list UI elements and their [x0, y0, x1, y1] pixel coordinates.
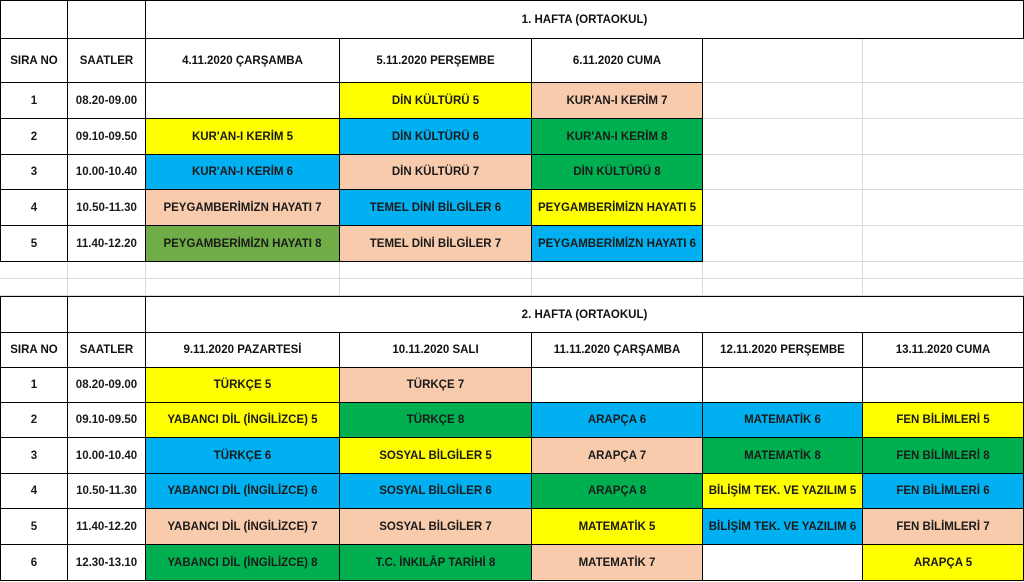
week1-header-day-3[interactable]: 6.11.2020 CUMA — [532, 39, 703, 83]
week2-row-1-day-1[interactable]: TÜRKÇE 5 — [146, 368, 340, 403]
week2-header-saatler[interactable]: SAATLER — [68, 333, 146, 368]
week1-empty-row-cell[interactable] — [703, 279, 863, 296]
week2-row-6-day-5[interactable]: ARAPÇA 5 — [863, 545, 1024, 581]
week1-row-4-no[interactable]: 4 — [0, 190, 68, 226]
week2-row-4-day-4[interactable]: BİLİŞİM TEK. VE YAZILIM 5 — [703, 474, 863, 509]
week2-row-3-day-3[interactable]: ARAPÇA 7 — [532, 438, 703, 474]
week1-title[interactable]: 1. HAFTA (ORTAOKUL) — [146, 0, 1024, 39]
week2-header-sira-no[interactable]: SIRA NO — [0, 333, 68, 368]
week1-row-5-day-1[interactable]: PEYGAMBERİMİZN HAYATI 8 — [146, 226, 340, 262]
week2-row-5-day-3[interactable]: MATEMATİK 5 — [532, 509, 703, 545]
week1-row-4-day-4[interactable] — [703, 190, 863, 226]
week1-empty-row-cell[interactable] — [703, 262, 863, 279]
week2-row-1-day-2[interactable]: TÜRKÇE 7 — [340, 368, 532, 403]
week1-empty-row-cell[interactable] — [340, 262, 532, 279]
week2-row-6-day-1[interactable]: YABANCI DİL (İNGİLİZCE) 8 — [146, 545, 340, 581]
week2-row-5-time[interactable]: 11.40-12.20 — [68, 509, 146, 545]
week2-header-day-4[interactable]: 12.11.2020 PERŞEMBE — [703, 333, 863, 368]
week2-row-2-day-4[interactable]: MATEMATİK 6 — [703, 403, 863, 438]
week2-header-day-1[interactable]: 9.11.2020 PAZARTESİ — [146, 333, 340, 368]
week2-row-3-no[interactable]: 3 — [0, 438, 68, 474]
week1-corner-blank[interactable] — [0, 0, 68, 39]
week1-row-4-day-5[interactable] — [863, 190, 1024, 226]
week2-row-6-day-4[interactable] — [703, 545, 863, 581]
week1-header-empty-4[interactable] — [703, 39, 863, 83]
week2-row-6-no[interactable]: 6 — [0, 545, 68, 581]
week2-header-day-5[interactable]: 13.11.2020 CUMA — [863, 333, 1024, 368]
week1-empty-row-cell[interactable] — [863, 262, 1024, 279]
week2-header-day-2[interactable]: 10.11.2020 SALI — [340, 333, 532, 368]
week1-row-2-day-5[interactable] — [863, 119, 1024, 155]
week2-corner-blank-2[interactable] — [68, 296, 146, 333]
week1-row-5-day-5[interactable] — [863, 226, 1024, 262]
week2-header-day-3[interactable]: 11.11.2020 ÇARŞAMBA — [532, 333, 703, 368]
week2-row-3-day-5[interactable]: FEN BİLİMLERİ 8 — [863, 438, 1024, 474]
week1-row-5-day-4[interactable] — [703, 226, 863, 262]
week1-empty-row-cell[interactable] — [146, 279, 340, 296]
week1-empty-row-cell[interactable] — [532, 279, 703, 296]
week1-empty-row-cell[interactable] — [340, 279, 532, 296]
week2-row-4-no[interactable]: 4 — [0, 474, 68, 509]
week1-row-5-day-2[interactable]: TEMEL DİNİ BİLGİLER 7 — [340, 226, 532, 262]
week2-row-1-day-3[interactable] — [532, 368, 703, 403]
week2-row-2-day-3[interactable]: ARAPÇA 6 — [532, 403, 703, 438]
week1-row-3-time[interactable]: 10.00-10.40 — [68, 155, 146, 190]
week1-row-1-no[interactable]: 1 — [0, 83, 68, 119]
week1-row-1-day-1[interactable] — [146, 83, 340, 119]
week2-row-5-day-1[interactable]: YABANCI DİL (İNGİLİZCE) 7 — [146, 509, 340, 545]
week1-row-4-day-2[interactable]: TEMEL DİNİ BİLGİLER 6 — [340, 190, 532, 226]
week1-row-2-day-2[interactable]: DİN KÜLTÜRÜ 6 — [340, 119, 532, 155]
week2-row-4-time[interactable]: 10.50-11.30 — [68, 474, 146, 509]
week2-row-1-day-4[interactable] — [703, 368, 863, 403]
week2-row-6-time[interactable]: 12.30-13.10 — [68, 545, 146, 581]
week2-row-4-day-2[interactable]: SOSYAL BİLGİLER 6 — [340, 474, 532, 509]
week1-row-5-day-3[interactable]: PEYGAMBERİMİZN HAYATI 6 — [532, 226, 703, 262]
week2-row-5-day-4[interactable]: BİLİŞİM TEK. VE YAZILIM 6 — [703, 509, 863, 545]
week2-row-4-day-1[interactable]: YABANCI DİL (İNGİLİZCE) 6 — [146, 474, 340, 509]
week1-empty-row-cell[interactable] — [68, 262, 146, 279]
week2-row-5-day-5[interactable]: FEN BİLİMLERİ 7 — [863, 509, 1024, 545]
week2-row-2-no[interactable]: 2 — [0, 403, 68, 438]
week1-row-1-day-2[interactable]: DİN KÜLTÜRÜ 5 — [340, 83, 532, 119]
week1-row-1-time[interactable]: 08.20-09.00 — [68, 83, 146, 119]
week2-row-2-time[interactable]: 09.10-09.50 — [68, 403, 146, 438]
week2-corner-blank[interactable] — [0, 296, 68, 333]
week1-row-3-day-4[interactable] — [703, 155, 863, 190]
week1-row-5-no[interactable]: 5 — [0, 226, 68, 262]
week1-empty-row-cell[interactable] — [146, 262, 340, 279]
week1-empty-row-cell[interactable] — [532, 262, 703, 279]
week2-row-2-day-2[interactable]: TÜRKÇE 8 — [340, 403, 532, 438]
week1-row-1-day-3[interactable]: KUR'AN-I KERİM 7 — [532, 83, 703, 119]
week2-row-1-day-5[interactable] — [863, 368, 1024, 403]
week1-row-4-time[interactable]: 10.50-11.30 — [68, 190, 146, 226]
week1-row-4-day-1[interactable]: PEYGAMBERİMİZN HAYATI 7 — [146, 190, 340, 226]
week2-row-4-day-3[interactable]: ARAPÇA 8 — [532, 474, 703, 509]
week1-corner-blank-2[interactable] — [68, 0, 146, 39]
week1-header-day-1[interactable]: 4.11.2020 ÇARŞAMBA — [146, 39, 340, 83]
week2-row-3-day-4[interactable]: MATEMATİK 8 — [703, 438, 863, 474]
week2-row-2-day-5[interactable]: FEN BİLİMLERİ 5 — [863, 403, 1024, 438]
week2-row-6-day-3[interactable]: MATEMATİK 7 — [532, 545, 703, 581]
week2-row-1-no[interactable]: 1 — [0, 368, 68, 403]
week2-row-3-day-1[interactable]: TÜRKÇE 6 — [146, 438, 340, 474]
week1-header-day-2[interactable]: 5.11.2020 PERŞEMBE — [340, 39, 532, 83]
week1-header-sira-no[interactable]: SIRA NO — [0, 39, 68, 83]
week2-row-6-day-2[interactable]: T.C. İNKILÂP TARİHİ 8 — [340, 545, 532, 581]
week1-row-2-day-1[interactable]: KUR'AN-I KERİM 5 — [146, 119, 340, 155]
week2-row-2-day-1[interactable]: YABANCI DİL (İNGİLİZCE) 5 — [146, 403, 340, 438]
week2-row-1-time[interactable]: 08.20-09.00 — [68, 368, 146, 403]
week1-row-1-day-5[interactable] — [863, 83, 1024, 119]
week1-row-3-no[interactable]: 3 — [0, 155, 68, 190]
week1-row-1-day-4[interactable] — [703, 83, 863, 119]
week1-row-3-day-2[interactable]: DİN KÜLTÜRÜ 7 — [340, 155, 532, 190]
week2-row-4-day-5[interactable]: FEN BİLİMLERİ 6 — [863, 474, 1024, 509]
week1-empty-row-cell[interactable] — [0, 262, 68, 279]
week2-row-5-day-2[interactable]: SOSYAL BİLGİLER 7 — [340, 509, 532, 545]
week1-empty-row-cell[interactable] — [68, 279, 146, 296]
week1-header-empty-5[interactable] — [863, 39, 1024, 83]
week1-header-saatler[interactable]: SAATLER — [68, 39, 146, 83]
week2-row-5-no[interactable]: 5 — [0, 509, 68, 545]
week2-row-3-time[interactable]: 10.00-10.40 — [68, 438, 146, 474]
week2-row-3-day-2[interactable]: SOSYAL BİLGİLER 5 — [340, 438, 532, 474]
week1-row-3-day-1[interactable]: KUR'AN-I KERİM 6 — [146, 155, 340, 190]
week1-row-5-time[interactable]: 11.40-12.20 — [68, 226, 146, 262]
week1-row-2-no[interactable]: 2 — [0, 119, 68, 155]
week1-row-2-time[interactable]: 09.10-09.50 — [68, 119, 146, 155]
week1-row-4-day-3[interactable]: PEYGAMBERİMİZN HAYATI 5 — [532, 190, 703, 226]
week1-row-2-day-3[interactable]: KUR'AN-I KERİM 8 — [532, 119, 703, 155]
week1-empty-row-cell[interactable] — [863, 279, 1024, 296]
week2-title[interactable]: 2. HAFTA (ORTAOKUL) — [146, 296, 1024, 333]
week1-empty-row-cell[interactable] — [0, 279, 68, 296]
week1-row-2-day-4[interactable] — [703, 119, 863, 155]
week1-row-3-day-5[interactable] — [863, 155, 1024, 190]
week1-row-3-day-3[interactable]: DİN KÜLTÜRÜ 8 — [532, 155, 703, 190]
